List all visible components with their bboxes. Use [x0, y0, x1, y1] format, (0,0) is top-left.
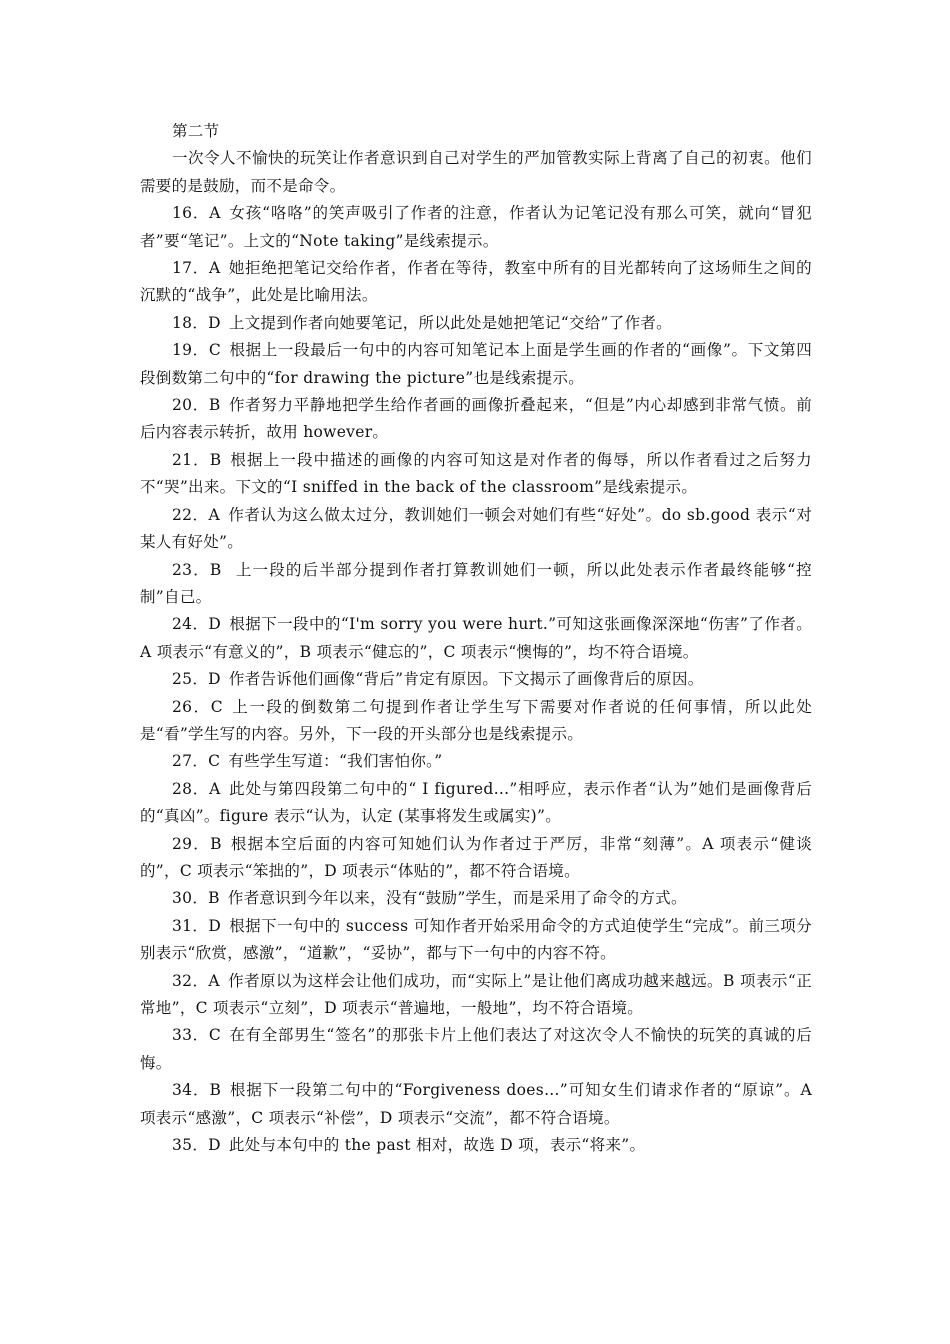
- answer-number: 17．A: [172, 259, 221, 278]
- answer-number: 28．A: [172, 779, 221, 798]
- section-title: 第二节: [172, 122, 220, 140]
- answer-number: 22．A: [172, 505, 221, 524]
- answer-number: 32．A: [172, 971, 220, 990]
- answer-explanation: 作者努力平静地把学生给作者画的画像折叠起来，“但是”内心却感到非常气愤。前后内容表示转折，故用 however。: [140, 396, 812, 442]
- answer-item: [140, 913, 812, 968]
- answer-number: 26．C: [172, 697, 223, 716]
- answer-item: [140, 200, 812, 255]
- answer-number: 35．D: [172, 1136, 221, 1155]
- answer-number: 25．D: [172, 670, 221, 689]
- answer-item: [140, 310, 812, 337]
- answer-explanation: 作者告诉他们画像“背后”肯定有原因。下文揭示了画像背后的原因。: [228, 670, 704, 689]
- answer-explanation: 有些学生写道：“我们害怕你。”: [228, 752, 443, 771]
- answer-number: 21．B: [172, 450, 222, 469]
- answer-item: [140, 694, 812, 749]
- answer-explanation: 根据下一段中的“I'm sorry you were hurt.”可知这张画像深深地“伤害”了作者。A 项表示“有意义的”，B 项表示“健忘的”，C 项表示“懊悔的”，均不符合语境。: [140, 615, 812, 661]
- answer-item: [140, 447, 812, 502]
- answer-number: 20．B: [172, 396, 221, 415]
- intro-paragraph: 一次令人不愉快的玩笑让作者意识到自己对学生的严加管教实际上背离了自己的初衷。他们需要的是鼓励，而不是命令。: [140, 149, 812, 195]
- answer-number: 31．D: [172, 916, 222, 935]
- answer-item: [140, 1022, 812, 1077]
- answer-explanation: 此处与第四段第二句中的“ I figured…”相呼应，表示作者“认为”她们是画像背后的“真凶”。figure 表示“认为，认定 (某事将发生或属实)”。: [140, 779, 812, 826]
- answer-number: 27．C: [172, 752, 221, 771]
- answer-explanation: 在有全部男生“签名”的那张卡片上他们表达了对这次令人不愉快的玩笑的真诚的后悔。: [140, 1026, 812, 1072]
- answer-explanation: 作者意识到今年以来，没有“鼓励”学生，而是采用了命令的方式。: [227, 889, 687, 908]
- answer-explanation: 她拒绝把笔记交给作者，作者在等待，教室中所有的目光都转向了这场师生之间的沉默的“战争”，此处是比喻用法。: [140, 259, 812, 305]
- answer-item: [140, 502, 812, 557]
- document-body: [140, 118, 812, 1159]
- answer-explanation: 作者原以为这样会让他们成功，而“实际上”是让他们离成功越来越远。B 项表示“正常地”，C 项表示“立刻”，D 项表示“普遍地，一般地”，均不符合语境。: [140, 971, 813, 1017]
- answer-explanation: 此处与本句中的 the past 相对，故选 D 项，表示“将来”。: [228, 1136, 646, 1155]
- answer-number: 18．D: [172, 313, 221, 332]
- answer-list: [140, 200, 812, 1159]
- answer-item: [140, 1077, 812, 1132]
- answer-explanation: 根据上一段最后一句中的内容可知笔记本上面是学生画的作者的“画像”。下文第四段倒数第二句中的“for drawing the picture”也是线索提示。: [140, 341, 812, 387]
- answer-number: 33．C: [172, 1026, 222, 1045]
- answer-item: [140, 611, 812, 666]
- answer-number: 30．B: [172, 889, 220, 908]
- answer-explanation: 根据下一段第二句中的“Forgiveness does…”可知女生们请求作者的“原谅”。A 项表示“感激”，C 项表示“补偿”，D 项表示“交流”，都不符合语境。: [140, 1081, 812, 1127]
- answer-item: [140, 968, 812, 1023]
- answer-explanation: 根据上一段中描述的画像的内容可知这是对作者的侮辱，所以作者看过之后努力不“哭”出来。下文的“I sniffed in the back of the classroom”是线索提示。: [140, 450, 812, 497]
- answer-number: 16．A: [172, 204, 221, 223]
- answer-item: [140, 776, 812, 831]
- answer-number: 23．B: [172, 560, 222, 579]
- answer-item: [140, 337, 812, 392]
- answer-explanation: 女孩“咯咯”的笑声吸引了作者的注意，作者认为记笔记没有那么可笑，就向“冒犯者”要“笔记”。上文的“Note taking”是线索提示。: [140, 204, 813, 250]
- answer-item: [140, 748, 812, 775]
- answer-item: [140, 885, 812, 912]
- answer-explanation: 根据下一句中的 success 可知作者开始采用命令的方式迫使学生“完成”。前三项分别表示“欣赏，感激”，“道歉”，“妥协”，都与下一句中的内容不符。: [140, 916, 812, 963]
- answer-item: [140, 666, 812, 693]
- answer-item: [140, 1132, 812, 1159]
- answer-item: [140, 557, 812, 612]
- answer-explanation: 根据本空后面的内容可知她们认为作者过于严厉，非常“刻薄”。A 项表示“健谈的”，C 项表示“笨拙的”，D 项表示“体贴的”，都不符合语境。: [140, 834, 812, 880]
- answer-item: [140, 831, 812, 886]
- answer-number: 29．B: [172, 834, 222, 853]
- answer-explanation: 作者认为这么做太过分，教训她们一顿会对她们有些“好处”。do sb.good 表示“对某人有好处”。: [140, 505, 812, 552]
- answer-item: [140, 255, 812, 310]
- answer-number: 34．B: [172, 1081, 222, 1100]
- answer-explanation: 上文提到作者向她要笔记，所以此处是她把笔记“交给”了作者。: [228, 313, 672, 332]
- answer-number: 19．C: [172, 341, 222, 360]
- answer-number: 24．D: [172, 615, 222, 634]
- answer-explanation: 上一段的倒数第二句提到作者让学生写下需要对作者说的任何事情，所以此处是“看”学生写的内容。另外，下一段的开头部分也是线索提示。: [140, 697, 812, 743]
- answer-item: [140, 392, 812, 447]
- answer-explanation: 上一段的后半部分提到作者打算教训她们一顿，所以此处表示作者最终能够“控制”自己。: [140, 560, 812, 606]
